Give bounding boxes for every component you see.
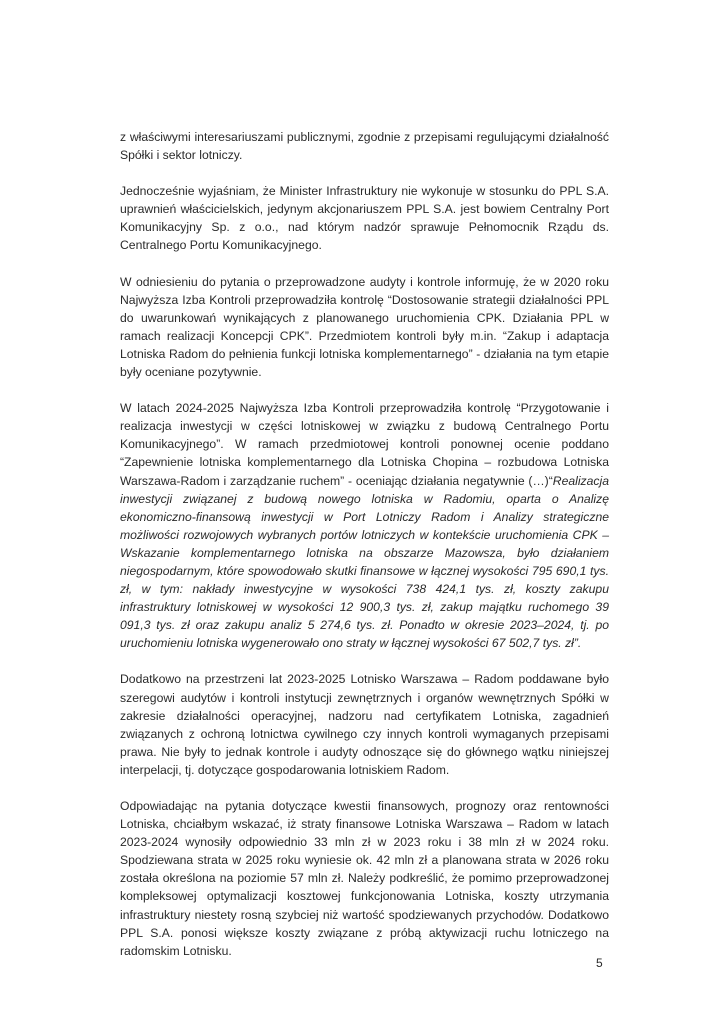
paragraph-audit-2024-2025 — [120, 399, 609, 652]
paragraph-audit-2024-2025-text: W latach 2024-2025 Najwyższa Izba Kontroli przeprowadziła kontrolę “Przygotowanie i realizacja inwestycji w części lotniskowej w związku z budową Centralnego Portu Komunikacyjnego”. W ramach przedmiotowej kontroli ponownej ocenie poddano “Zapewnienie lotniska komplementarnego dla Lotniska Chopina – rozbudowa Lotniska Warszawa-Radom i zarządzanie ruchem” - oceniając działania negatywnie (…)“ — [120, 401, 609, 488]
paragraph-additional-audits: Dodatkowo na przestrzeni lat 2023-2025 Lotnisko Warszawa – Radom poddawane było szeregowi audytów i kontroli instytucji zewnętrznych i organów wewnętrznych Spółki w zakresie działalności operacyjnej, nadzoru nad certyfikatem Lotniska, zagadnień związanych z ochroną lotnictwa cywilnego czy innych kontroli wymaganych przepisami prawa. Nie były to jednak kontrole i audyty odnoszące się do głównego wątku niniejszej interpelacji, tj. dotyczące gospodarowania lotniskiem Radom. — [120, 672, 609, 777]
paragraph-financial-losses: Odpowiadając na pytania dotyczące kwestii finansowych, prognozy oraz rentowności Lotniska, chciałbym wskazać, iż straty finansowe Lotniska Warszawa – Radom w latach 2023-2024 wynosiły odpowiednio 33 mln zł w 2023 roku i 38 mln zł w 2024 roku. Spodziewana strata w 2025 roku wyniesie ok. 42 mln zł a planowana strata w 2026 roku została określona na poziomie 57 mln zł. Należy podkreślić, że pomimo przeprowadzonej kompleksowej optymalizacji kosztowej funkcjonowania Lotniska, koszty utrzymania infrastruktury niestety rosną szybciej niż wartość spodziewanych przychodów. Dodatkowo PPL S.A. ponosi większe koszty związane z próbą aktywizacji ruchu lotniczego na radomskim Lotnisku. — [120, 799, 609, 958]
nik-quote: Realizacja inwestycji związanej z budową nowego lotniska w Radomiu, oparta o Analizę ekonomiczno-finansową inwestycji w Port Lotniczy Radom i Analizy strategiczne możliwości rozwojowych wybranych portów lotniczych w kontekście uruchomienia CPK – Wskazanie komplementarnego lotniska na obszarze Mazowsza, było działaniem niegospodarnym, które spowodowało skutki finansowe w łącznej wysokości 795 690,1 tys. zł, w tym: nakłady inwestycyjne w wysokości 738 424,1 tys. zł, koszty zakupu infrastruktury lotniskowej w wysokości 12 900,3 tys. zł, zakup majątku ruchomego 39 091,3 tys. zł oraz zakupu analiz 5 274,6 tys. zł. Ponadto w okresie 2023–2024, tj. po uruchomieniu lotniska wygenerowało ono straty w łącznej wysokości 67 502,7 tys. zł”. — [120, 473, 609, 651]
paragraph-stakeholders: z właściwymi interesariuszami publicznymi, zgodnie z przepisami regulującymi działalność Spółki i sektor lotniczy. — [120, 130, 609, 163]
page-number: 5 — [596, 956, 603, 970]
paragraph-minister-ownership: Jednocześnie wyjaśniam, że Minister Infrastruktury nie wykonuje w stosunku do PPL S.A. uprawnień właścicielskich, jedynym akcjonariuszem PPL S.A. jest bowiem Centralny Port Komunikacyjny Sp. z o.o., nad którym nadzór sprawuje Pełnomocnik Rządu ds. Centralnego Portu Komunikacyjnego. — [120, 184, 609, 253]
paragraph-audit-2020: W odniesieniu do pytania o przeprowadzone audyty i kontrole informuję, że w 2020 roku Najwyższa Izba Kontroli przeprowadziła kontrolę “Dostosowanie strategii działalności PPL do uwarunkowań wynikających z planowanego uruchomienia CPK. Działania PPL w ramach realizacji Koncepcji CPK”. Przedmiotem kontroli były m.in. “Zakup i adaptacja Lotniska Radom do pełnienia funkcji lotniska komplementarnego” - działania na tym etapie były oceniane pozytywnie. — [120, 274, 609, 380]
document-body — [120, 128, 609, 978]
